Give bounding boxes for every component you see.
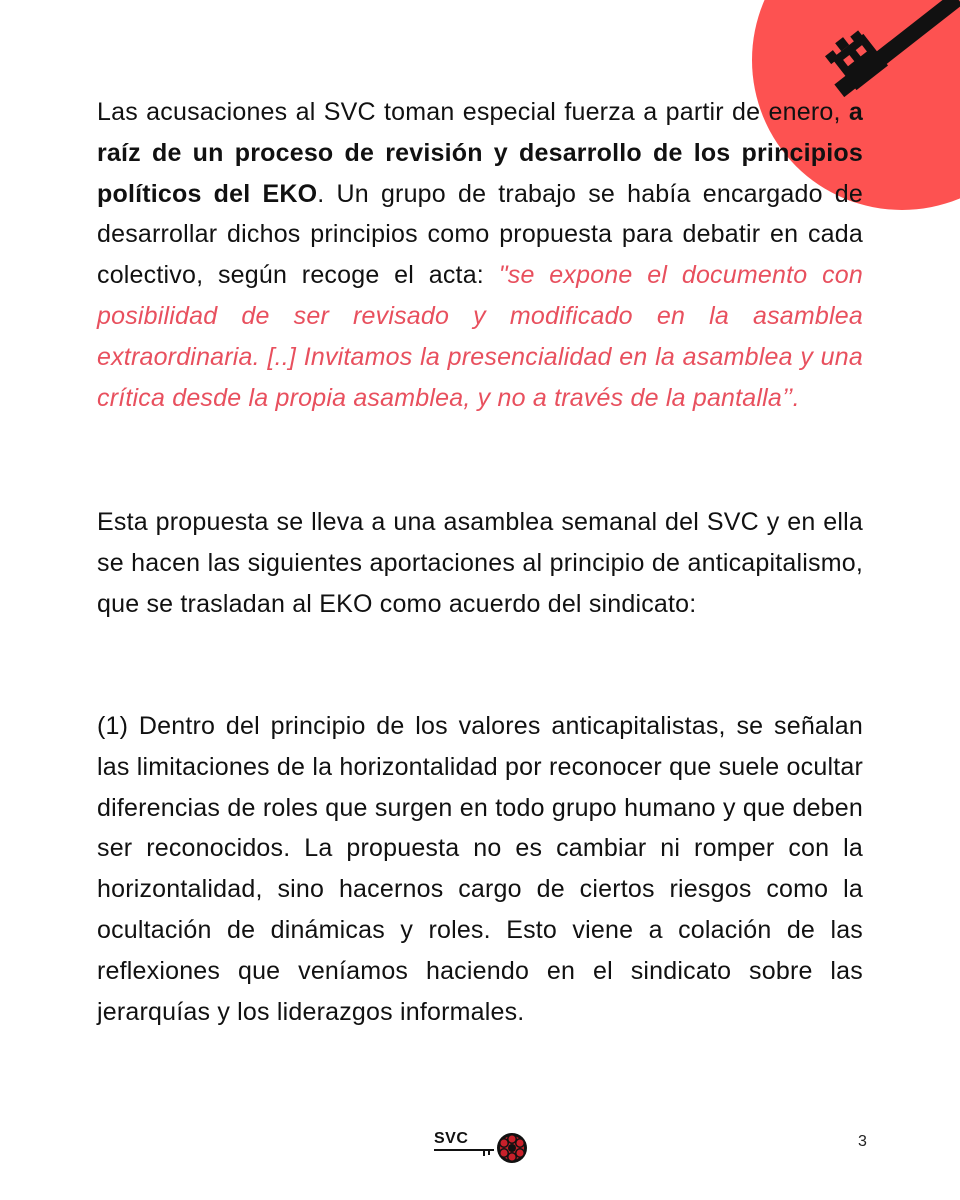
footer-logo bbox=[432, 1128, 532, 1168]
paragraph-proposal: Esta propuesta se lleva a una asamblea semanal del SVC y en ella se hacen las siguientes aportaciones al principio de anticapitalismo, que se trasladan al EKO como acuerdo del sindicato: bbox=[97, 508, 863, 618]
paragraph-intro-text: Las acusaciones al SVC toman especial fuerza a partir de enero, bbox=[97, 98, 849, 126]
paragraph-point-one: (1) Dentro del principio de los valores anticapitalistas, se señalan las limitaciones de la horizontalidad por reconocer que suele ocultar diferencias de roles que surgen en todo grupo humano y que deben ser reconocidos. La propuesta no es cambiar ni romper con la horizontalidad, sino hacernos cargo de ciertos riesgos como la ocultación de dinámicas y roles. Esto viene a colación de las reflexiones que veníamos haciendo en el sindicato sobre las jerarquías y los liderazgos informales. bbox=[97, 712, 863, 1026]
paragraph-intro-continuation: . Un grupo de trabajo se había encargado de desarrollar dichos principios como propuesta para debatir en cada colectivo, según recoge el acta: bbox=[97, 179, 863, 290]
paragraph-intro bbox=[97, 92, 863, 418]
logo-text: SVC bbox=[434, 1130, 469, 1147]
page-number: 3 bbox=[858, 1133, 867, 1150]
paragraph-intro-quote: "se expone el documento con posibilidad de ser revisado y modificado en la asamblea extraordinaria. [..] Invitamos la presencialidad en la asamblea y una crítica desde la propia asamblea, y no a través de la pantalla’’. bbox=[97, 261, 863, 412]
paragraph-intro-bold: a raíz de un proceso de revisión y desarrollo de los principios políticos del EKO bbox=[97, 98, 863, 208]
